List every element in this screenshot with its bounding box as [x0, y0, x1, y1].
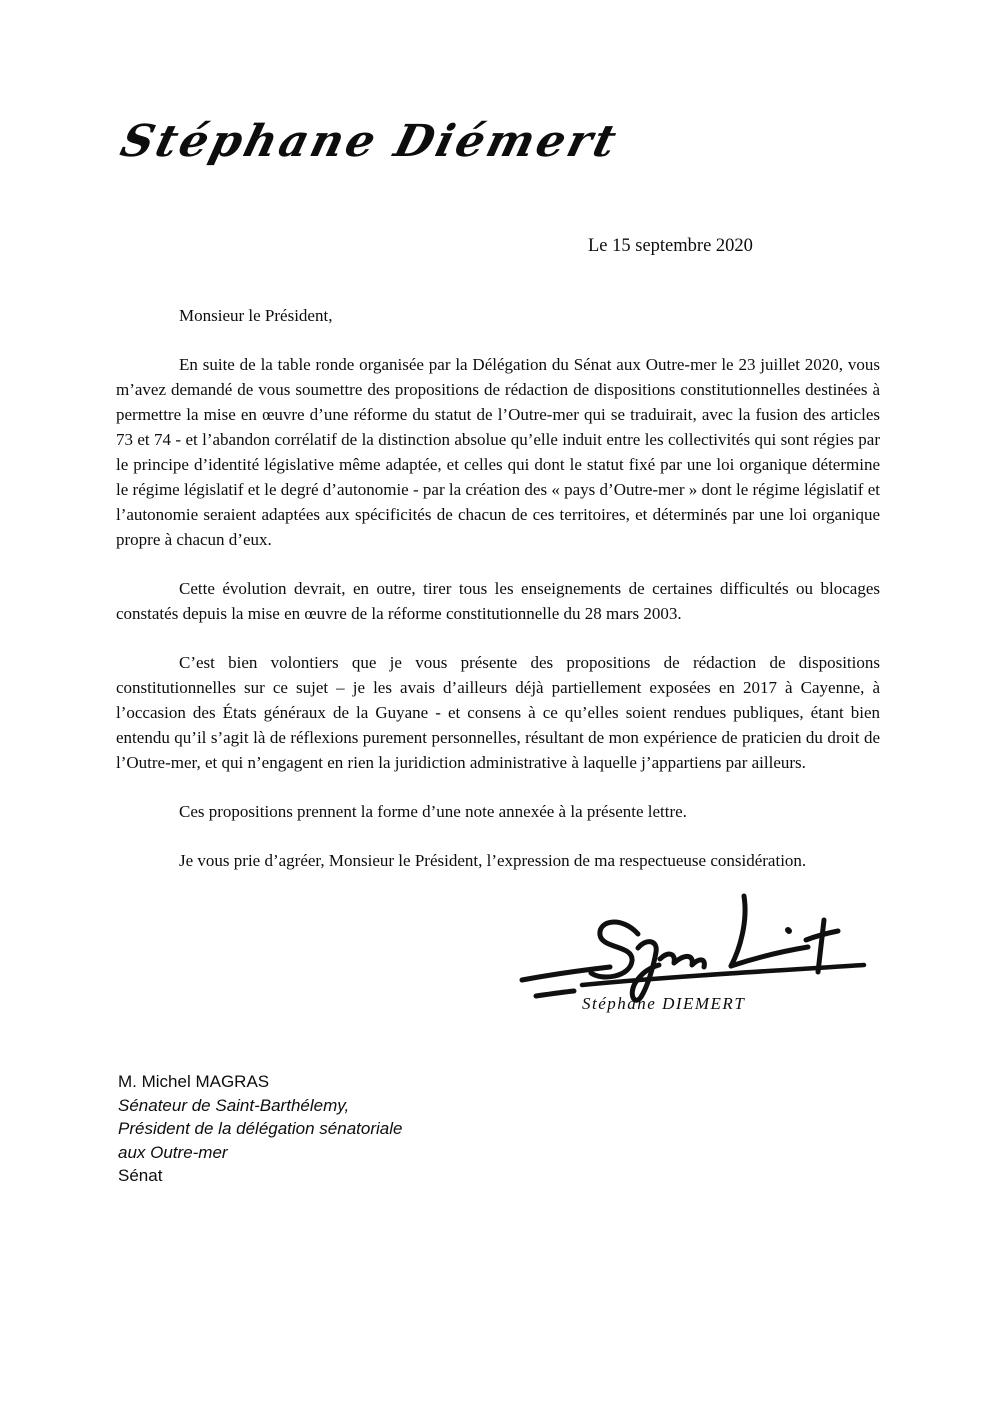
recipient-name: M. Michel MAGRAS	[118, 1072, 270, 1091]
recipient-title-line-1: Sénateur de Saint-Barthélemy,	[118, 1095, 350, 1115]
signature-image	[512, 888, 880, 1010]
letter-date: Le 15 septembre 2020	[588, 236, 753, 256]
salutation: Monsieur le Président,	[179, 306, 333, 325]
signature-block	[512, 888, 880, 1014]
recipient-title-line-3: aux Outre-mer	[118, 1142, 228, 1162]
recipient-block	[118, 1070, 402, 1188]
closing-formula: Je vous prie d’agréer, Monsieur le Président, l’expression de ma respectueuse considération.	[179, 851, 807, 870]
paragraph-3: C’est bien volontiers que je vous présente des propositions de rédaction de dispositions constitutionnelles sur ce sujet – je les avais d’ailleurs déjà partiellement exposées en 2017 à Cayenne, à l’occasion des États généraux de la Guyane - et consens à ce qu’elles soient rendues publiques, étant bien entendu qu’il s’agit là de réflexions purement personnelles, résultant de mon expérience de praticien du droit de l’Outre-mer, et qui n’engagent en rien la juridiction administrative à laquelle j’appartiens par ailleurs.	[116, 653, 880, 772]
signature-caption: Stéphane DIEMERT	[582, 994, 746, 1013]
recipient-title-line-2: Président de la délégation sénatoriale	[118, 1119, 403, 1138]
paragraph-2: Cette évolution devrait, en outre, tirer tous les enseignements de certaines difficultés ou blocages constatés depuis la mise en œuvre de la réforme constitutionnelle du 28 mars 2003.	[116, 579, 880, 623]
recipient-institution: Sénat	[118, 1166, 163, 1185]
sender-script-name: Stéphane Diémert	[115, 116, 624, 167]
letter-body	[116, 303, 880, 897]
paragraph-4: Ces propositions prennent la forme d’une note annexée à la présente lettre.	[179, 802, 687, 821]
paragraph-1: En suite de la table ronde organisée par la Délégation du Sénat aux Outre-mer le 23 juillet 2020, vous m’avez demandé de vous soumettre des propositions de rédaction de dispositions constitutionnelles destinées à permettre la mise en œuvre d’une réforme du statut de l’Outre-mer qui se traduirait, avec la fusion des articles 73 et 74 - et l’abandon corrélatif de la distinction absolue qu’elle induit entre les collectivités qui sont régies par le principe d’identité législative même adaptée, et celles qui dont le statut fixé par une loi organique détermine le régime législatif et le degré d’autonomie - par la création des « pays d’Outre-mer » dont le régime législatif et l’autonomie seraient adaptées aux spécificités de chacun de ces territoires, et déterminés par une loi organique propre à chacun d’eux.	[116, 355, 880, 549]
